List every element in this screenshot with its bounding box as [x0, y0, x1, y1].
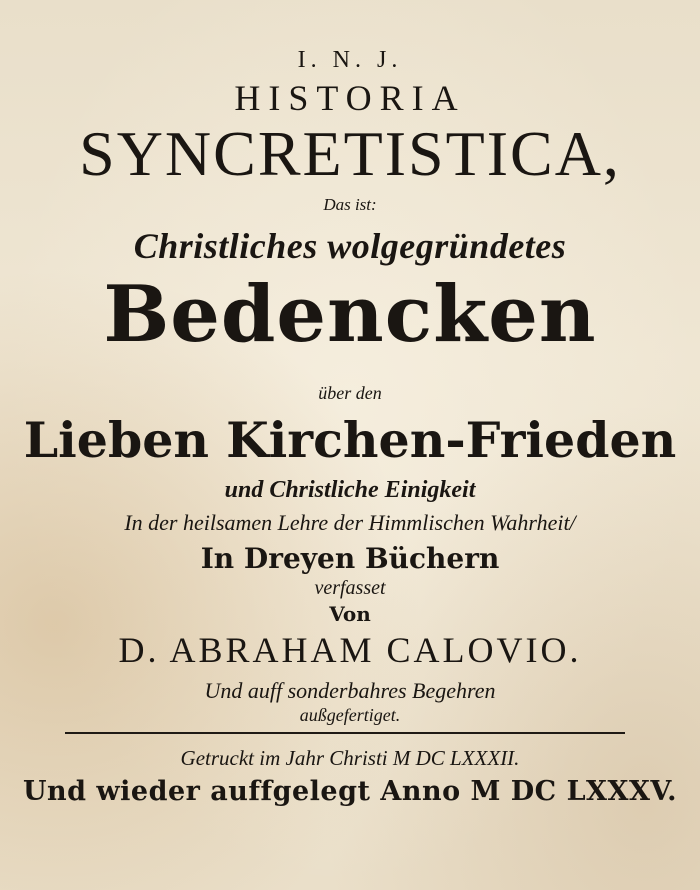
books-line: In Dreyen Büchern [200, 542, 500, 575]
das-ist-line: Das ist: [323, 195, 377, 214]
ueber-den-line: über den [318, 383, 382, 403]
subject-kirchen-frieden: Lieben Kirchen-Frieden [23, 411, 677, 469]
title-syncretistica: SYNCRETISTICA, [79, 118, 621, 189]
divider-rule [65, 732, 625, 734]
subtitle-bedencken: Bedencken [103, 269, 597, 360]
request-line-2: außgefertiget. [299, 705, 401, 725]
request-line: Und auff sonderbahres Begehren [204, 678, 496, 703]
von-line: Von [329, 602, 371, 626]
title-historia: HISTORIA [234, 78, 466, 118]
invocation-line: I. N. J. [297, 47, 403, 73]
subject-einigkeit: und Christliche Einigkeit [224, 477, 476, 503]
subtitle-christliches: Christliches wolgegründetes [133, 226, 567, 266]
verfasset-line: verfasset [314, 577, 386, 599]
imprint-line-1: Getruckt im Jahr Christi M DC LXXXII. [180, 746, 520, 770]
imprint-line-2: Und wieder auffgelegt Anno M DC LXXXV. [22, 776, 678, 807]
subject-wahrheit: In der heilsamen Lehre der Himmlischen Wahrheit/ [124, 510, 576, 535]
author-name: D. ABRAHAM CALOVIO. [118, 630, 582, 670]
